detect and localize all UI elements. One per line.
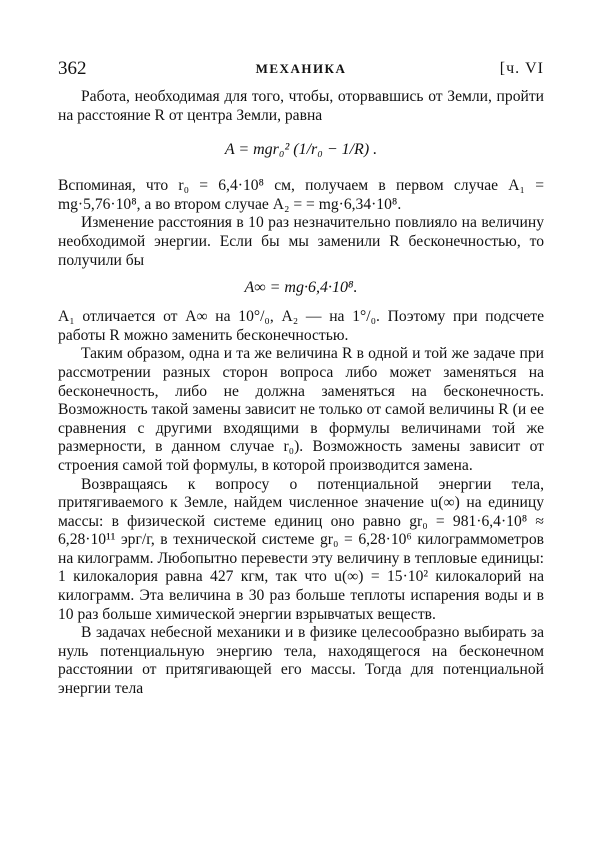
running-title: МЕХАНИКА <box>255 61 347 76</box>
formula-infinity: A∞ = mg·6,4·10⁸. <box>244 279 358 297</box>
formula-work: A = mgr₀² (1/r₀ − 1/R) . <box>224 141 378 159</box>
paragraph: A₁ отличается от A∞ на 10°/₀, A₂ — на 1°/₀. Поэтому при подсчете работы R можно заменить бесконечностью. <box>58 308 544 344</box>
page-number: 362 <box>58 58 87 79</box>
paragraph: Работа, необходимая для того, чтобы, оторвавшись от Земли, пройти на расстояние R от центра Земли, равна <box>58 88 544 124</box>
paragraph: Возвращаясь к вопросу о потенциальной энергии тела, притягиваемого к Земле, найдем численное значение u(∞) на единицу массы: в физической системе единиц оно равно gr₀ = 981·6,4·10⁸ ≈ 6,28·10¹¹ эрг/г, в технической системе gr₀ = 6,28·10⁶ килограммометров на килограмм. Любопытно перевести эту величину в тепловые единицы: 1 килокалория равна 427 кгм, так что u(∞) = 15·10² килокалорий на килограмм. Эта величина в 30 раз больше теплоты испарения воды и в 10 раз больше химической энергии взрывчатых веществ. <box>58 475 544 623</box>
paragraph: Изменение расстояния в 10 раз незначительно повлияло на величину необходимой энергии. Если бы мы заменили R бесконечностью, то получили бы <box>58 214 544 269</box>
paragraph: В задачах небесной механики и в физике целесообразно выбирать за нуль потенциальную энергию тела, находящегося на бесконечном расстоянии от притягивающей его массы. Тогда для потенциальной энергии тела <box>58 624 544 698</box>
page-body <box>58 88 544 699</box>
page-header <box>58 58 544 84</box>
paragraph: Вспоминая, что r₀ = 6,4·10⁸ см, получаем в первом случае A₁ = mg·5,76·10⁸, а во втором случае A₂ = = mg·6,34·10⁸. <box>58 177 544 213</box>
chapter-label: [ч. VI <box>499 60 544 77</box>
paragraph: Таким образом, одна и та же величина R в одной и той же задаче при рассмотрении разных сторон вопроса либо может заменяться на бесконечность, либо не должна заменяться на бесконечность. Возможность такой замены зависит не только от самой величины R (и ее сравнения с другими входящими в формулы величинами той же размерности, в данном случае r₀). Возможность замены зависит от строения самой той формулы, в которой производится замена. <box>58 345 544 474</box>
